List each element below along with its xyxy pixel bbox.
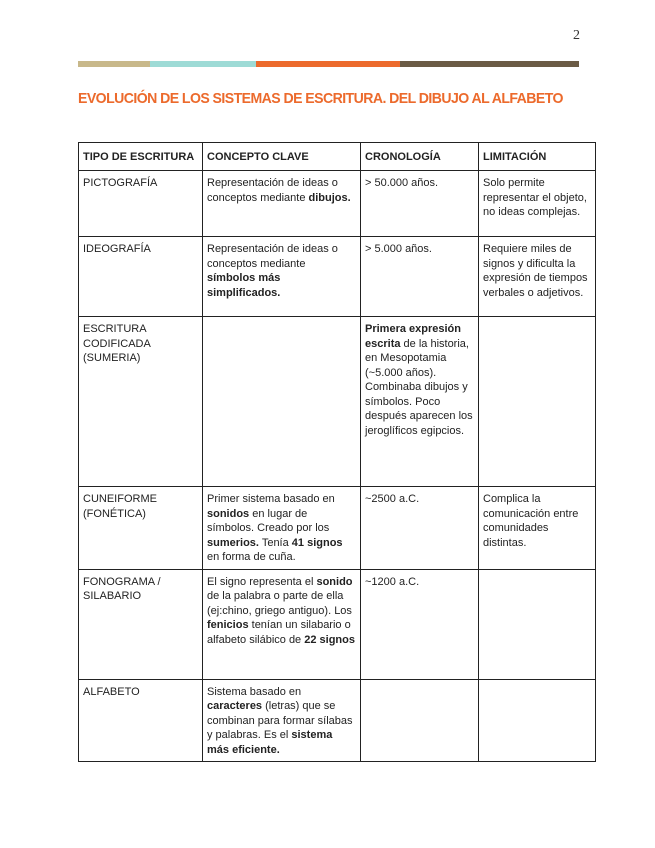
cell-limitacion	[479, 679, 596, 762]
table-row	[79, 487, 596, 570]
cell-limitacion: Solo permite representar el objeto, no ideas complejas.	[479, 171, 596, 237]
cell-concepto: El signo representa el sonido de la palabra o parte de ella (ej:chino, griego antiguo). Los fenicios tenían un silabario o alfabeto silábico de 22 signos	[203, 569, 361, 679]
cell-limitacion: Complica la comunicación entre comunidades distintas.	[479, 487, 596, 570]
decorative-color-bar	[78, 61, 579, 67]
table-header-row	[79, 143, 596, 171]
cell-cronologia	[361, 679, 479, 762]
cell-tipo: FONOGRAMA / SILABARIO	[79, 569, 203, 679]
table-row	[79, 569, 596, 679]
cell-cronologia: Primera expresión escrita de la historia, en Mesopotamia (~5.000 años). Combinaba dibujos y símbolos. Poco después aparecen los jeroglíficos egipcios.	[361, 317, 479, 487]
cell-tipo: ALFABETO	[79, 679, 203, 762]
table-row	[79, 679, 596, 762]
writing-systems-table	[78, 142, 596, 762]
header-cronologia: CRONOLOGÍA	[361, 143, 479, 171]
cell-cronologia: > 50.000 años.	[361, 171, 479, 237]
cell-cronologia: > 5.000 años.	[361, 237, 479, 317]
header-limitacion: LIMITACIÓN	[479, 143, 596, 171]
cell-limitacion: Requiere miles de signos y dificulta la expresión de tiempos verbales o adjetivos.	[479, 237, 596, 317]
cell-concepto: Representación de ideas o conceptos mediante símbolos más simplificados.	[203, 237, 361, 317]
cell-cronologia: ~1200 a.C.	[361, 569, 479, 679]
cell-concepto	[203, 317, 361, 487]
table-row	[79, 171, 596, 237]
cell-tipo: CUNEIFORME (FONÉTICA)	[79, 487, 203, 570]
cell-limitacion	[479, 317, 596, 487]
cell-tipo: IDEOGRAFÍA	[79, 237, 203, 317]
page-number: 2	[573, 28, 580, 43]
cell-limitacion	[479, 569, 596, 679]
cell-concepto: Sistema basado en caracteres (letras) que se combinan para formar sílabas y palabras. Es el sistema más eficiente.	[203, 679, 361, 762]
color-bar-segment	[78, 61, 150, 67]
color-bar-segment	[150, 61, 256, 67]
header-tipo: TIPO DE ESCRITURA	[79, 143, 203, 171]
cell-cronologia: ~2500 a.C.	[361, 487, 479, 570]
table-row	[79, 317, 596, 487]
document-title: EVOLUCIÓN DE LOS SISTEMAS DE ESCRITURA. DEL DIBUJO AL ALFABETO	[78, 90, 563, 107]
cell-concepto: Primer sistema basado en sonidos en lugar de símbolos. Creado por los sumerios. Tenía 41 signos en forma de cuña.	[203, 487, 361, 570]
cell-concepto: Representación de ideas o conceptos mediante dibujos.	[203, 171, 361, 237]
color-bar-segment	[400, 61, 579, 67]
color-bar-segment	[256, 61, 400, 67]
cell-tipo: PICTOGRAFÍA	[79, 171, 203, 237]
header-concepto: CONCEPTO CLAVE	[203, 143, 361, 171]
table-row	[79, 237, 596, 317]
cell-tipo: ESCRITURA CODIFICADA (SUMERIA)	[79, 317, 203, 487]
